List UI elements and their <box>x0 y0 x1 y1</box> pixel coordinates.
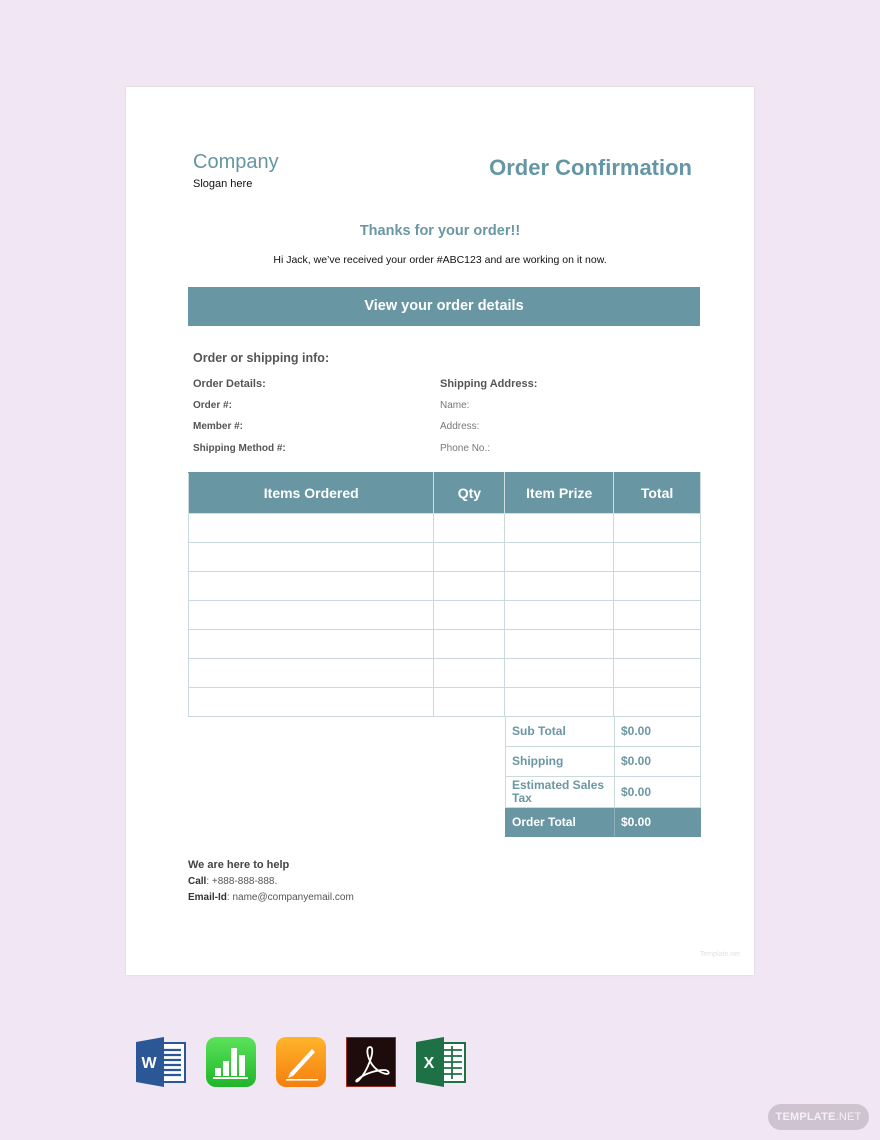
template-net-badge[interactable] <box>768 1104 869 1130</box>
page-title: Order Confirmation <box>489 155 692 180</box>
table-cell <box>614 630 701 659</box>
table-row <box>189 659 701 688</box>
table-cell <box>189 543 434 572</box>
shipping-address-heading: Shipping Address: <box>440 378 538 390</box>
column-header-item-price: Item Prize <box>505 473 614 514</box>
table-cell <box>614 659 701 688</box>
name-label: Name: <box>440 400 470 412</box>
table-cell <box>434 572 505 601</box>
summary-row-shipping <box>506 747 701 777</box>
table-cell <box>189 630 434 659</box>
shipping-method-label: Shipping Method #: <box>193 442 286 454</box>
table-cell <box>614 601 701 630</box>
column-header-qty: Qty <box>434 473 505 514</box>
table-cell <box>505 688 614 717</box>
table-cell <box>505 659 614 688</box>
shipping-value: $0.00 <box>615 747 701 777</box>
table-cell <box>614 543 701 572</box>
svg-text:W: W <box>141 1055 157 1072</box>
summary-row-total <box>506 808 701 837</box>
view-order-details-button[interactable]: View your order details <box>188 287 700 326</box>
call-line <box>188 876 277 887</box>
order-summary-table <box>505 716 701 837</box>
numbers-icon[interactable] <box>206 1037 256 1087</box>
table-cell <box>614 514 701 543</box>
document-page <box>126 87 754 975</box>
table-cell <box>434 514 505 543</box>
table-cell <box>189 659 434 688</box>
table-cell <box>614 688 701 717</box>
email-value: : name@companyemail.com <box>226 892 354 903</box>
table-cell <box>434 688 505 717</box>
order-details-block <box>193 378 286 463</box>
pages-icon[interactable] <box>276 1037 326 1087</box>
table-cell <box>189 514 434 543</box>
table-row <box>189 688 701 717</box>
column-header-items: Items Ordered <box>189 473 434 514</box>
badge-brand: TEMPLATE <box>775 1111 836 1123</box>
table-cell <box>505 601 614 630</box>
watermark: Template.net <box>699 951 740 958</box>
email-label: Email-Id <box>188 892 227 903</box>
greeting-text: Hi Jack, we’ve received your order #ABC123 and are working on it now. <box>273 254 607 266</box>
table-cell <box>505 630 614 659</box>
thanks-heading: Thanks for your order!! <box>359 223 521 239</box>
tax-value: $0.00 <box>615 777 701 808</box>
table-row <box>189 514 701 543</box>
company-slogan: Slogan here <box>193 178 253 190</box>
shipping-label: Shipping <box>506 747 615 777</box>
svg-text:X: X <box>423 1055 435 1072</box>
table-cell <box>434 601 505 630</box>
table-cell <box>189 601 434 630</box>
order-total-value: $0.00 <box>615 808 701 837</box>
table-cell <box>505 514 614 543</box>
excel-icon[interactable] <box>416 1037 466 1087</box>
address-label: Address: <box>440 421 480 433</box>
format-icons <box>136 1037 466 1087</box>
word-icon[interactable] <box>136 1037 186 1087</box>
shipping-address-block <box>440 378 537 463</box>
table-cell <box>505 543 614 572</box>
table-cell <box>434 630 505 659</box>
help-title: We are here to help <box>188 859 290 871</box>
member-number-label: Member #: <box>193 421 244 433</box>
order-number-label: Order #: <box>193 400 232 412</box>
table-row <box>189 543 701 572</box>
email-line <box>188 892 354 903</box>
table-cell <box>614 572 701 601</box>
table-cell <box>189 572 434 601</box>
table-row <box>189 630 701 659</box>
badge-suffix: .NET <box>835 1111 862 1123</box>
summary-row-subtotal <box>506 717 701 747</box>
table-cell <box>434 659 505 688</box>
subtotal-value: $0.00 <box>615 717 701 747</box>
items-table-header <box>189 473 701 514</box>
summary-row-tax <box>506 777 701 808</box>
column-header-total: Total <box>614 473 701 514</box>
order-total-label: Order Total <box>506 808 615 837</box>
tax-label: Estimated Sales Tax <box>506 777 615 808</box>
company-name: Company <box>193 151 279 173</box>
subtotal-label: Sub Total <box>506 717 615 747</box>
call-value: : +888-888-888. <box>206 876 278 887</box>
info-section-title: Order or shipping info: <box>193 351 330 365</box>
order-details-heading: Order Details: <box>193 378 266 390</box>
items-table <box>188 472 701 717</box>
table-cell <box>189 688 434 717</box>
table-cell <box>505 572 614 601</box>
table-row <box>189 572 701 601</box>
pdf-icon[interactable] <box>346 1037 396 1087</box>
phone-label: Phone No.: <box>440 442 491 454</box>
table-row <box>189 601 701 630</box>
call-label: Call <box>188 876 207 887</box>
table-cell <box>434 543 505 572</box>
